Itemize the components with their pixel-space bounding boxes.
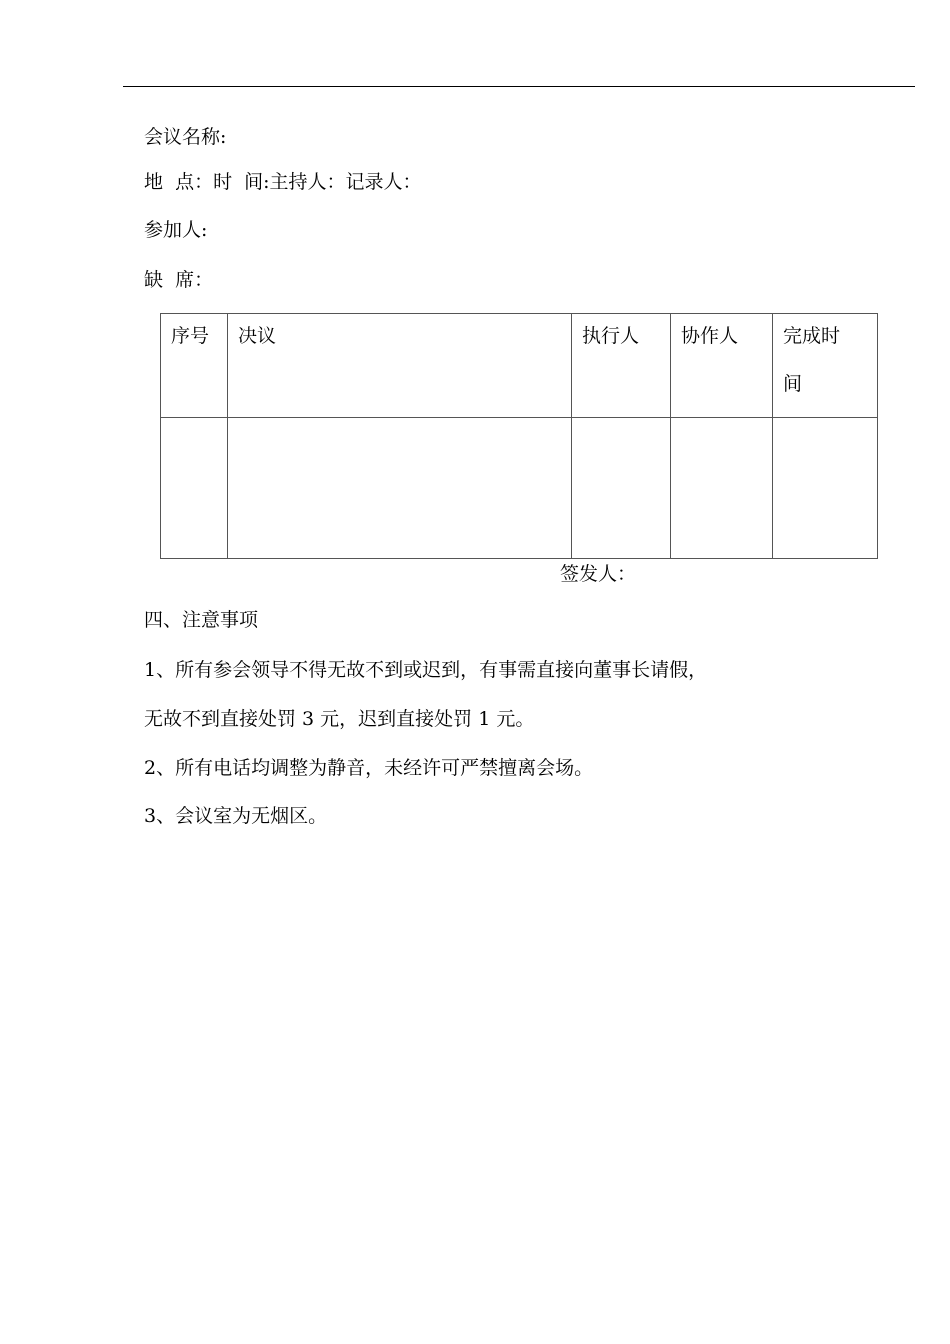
column-header-index: 序号 [161, 314, 228, 418]
column-header-executor: 执行人 [572, 314, 671, 418]
meeting-name-label: 会议名称: [144, 126, 227, 148]
column-header-resolution: 决议 [228, 314, 572, 418]
resolution-table [160, 313, 878, 559]
attendees-label: 参加人: [144, 219, 208, 241]
table-cell-resolution [228, 417, 572, 558]
header-rule [123, 86, 915, 87]
table-cell-completion-time [773, 417, 878, 558]
column-header-completion-time: 完成时间 [773, 314, 878, 418]
table-cell-executor [572, 417, 671, 558]
table-row [161, 417, 878, 558]
absent-label: 缺 席： [144, 269, 214, 291]
table-cell-index [161, 417, 228, 558]
note-item-1-line-1: 1、所有参会领导不得无故不到或迟到，有事需直接向董事长请假， [144, 659, 708, 681]
notes-heading: 四、注意事项 [144, 609, 259, 631]
signer-label: 签发人： [560, 563, 637, 585]
note-item-3: 3、会议室为无烟区。 [144, 805, 328, 827]
note-item-2: 2、所有电话均调整为静音，未经许可严禁擅离会场。 [144, 757, 594, 779]
table-cell-collaborator [671, 417, 773, 558]
note-item-1-line-2: 无故不到直接处罚 3 元，迟到直接处罚 1 元。 [144, 708, 535, 730]
column-header-collaborator: 协作人 [671, 314, 773, 418]
table-header-row [161, 314, 878, 418]
place-time-host-recorder-line: 地 点：时 间:主持人：记录人： [144, 171, 422, 193]
